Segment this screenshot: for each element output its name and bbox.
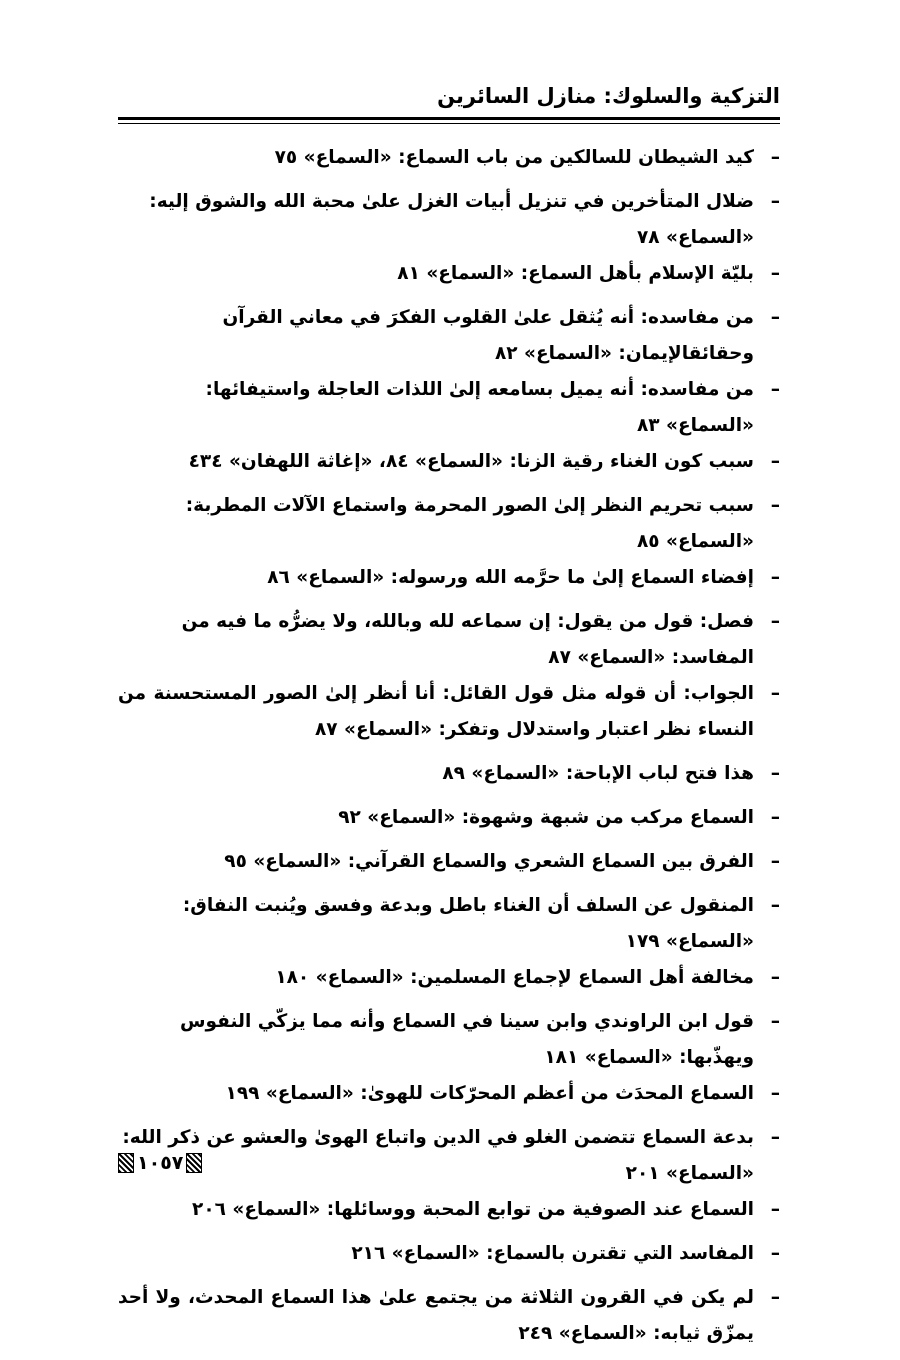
entry-dash: – xyxy=(770,895,780,916)
entry-dash: – xyxy=(770,191,780,212)
entry-dash: – xyxy=(770,1287,780,1308)
entry-text: المنقول عن السلف أن الغناء باطل وبدعة وفسق ويُنبت النفاق: «السماع» ١٧٩ xyxy=(182,895,754,952)
entry-dash: – xyxy=(770,451,780,472)
entry-text: بدعة السماع تتضمن الغلو في الدين واتباع الهوىٰ والعشو عن ذكر الله: «السماع» ٢٠١ xyxy=(122,1127,754,1184)
entry-dash: – xyxy=(770,1199,780,1220)
entry-dash: – xyxy=(770,683,780,704)
index-entry xyxy=(118,1004,780,1076)
entry-text: السماع المحدَث من أعظم المحرّكات للهوىٰ: «السماع» ١٩٩ xyxy=(225,1083,754,1104)
index-entry xyxy=(118,1120,780,1192)
entry-dash: – xyxy=(770,763,780,784)
entry-dash: – xyxy=(770,1243,780,1264)
entry-dash: – xyxy=(770,307,780,328)
entry-text: فصل: قول من يقول: إن سماعه لله وبالله، ولا يضرُّه ما فيه من المفاسد: «السماع» ٨٧ xyxy=(181,611,754,668)
header-rule-thin xyxy=(118,123,780,124)
entry-text: سبب تحريم النظر إلىٰ الصور المحرمة واستماع الآلات المطربة: «السماع» ٨٥ xyxy=(185,495,754,552)
index-entry xyxy=(118,372,780,444)
index-entry xyxy=(118,888,780,960)
entry-text: إفضاء السماع إلىٰ ما حرَّمه الله ورسوله: «السماع» ٨٦ xyxy=(267,567,754,588)
entry-dash: – xyxy=(770,567,780,588)
entry-text: الفرق بين السماع الشعري والسماع القرآني: «السماع» ٩٥ xyxy=(224,851,754,872)
entry-text: كيد الشيطان للسالكين من باب السماع: «السماع» ٧٥ xyxy=(274,147,754,168)
index-entry xyxy=(118,1280,780,1360)
index-entry xyxy=(118,256,780,300)
index-entry xyxy=(118,184,780,256)
page-number: ١٠٥٧ xyxy=(137,1152,184,1174)
index-entry-list xyxy=(118,140,780,1360)
entry-text: مخالفة أهل السماع لإجماع المسلمين: «السماع» ١٨٠ xyxy=(275,967,754,988)
entry-dash: – xyxy=(770,851,780,872)
index-entry xyxy=(118,960,780,1004)
entry-dash: – xyxy=(770,611,780,632)
index-entry xyxy=(118,300,780,372)
index-entry xyxy=(118,800,780,844)
index-entry xyxy=(118,488,780,560)
index-entry xyxy=(118,560,780,604)
entry-text: المفاسد التي تقترن بالسماع: «السماع» ٢١٦ xyxy=(351,1243,754,1264)
index-entry xyxy=(118,444,780,488)
index-entry xyxy=(118,844,780,888)
index-entry xyxy=(118,756,780,800)
entry-text: السماع عند الصوفية من توابع المحبة ووسائلها: «السماع» ٢٠٦ xyxy=(192,1199,754,1220)
entry-text: الجواب: أن قوله مثل قول القائل: أنا أنظر إلىٰ الصور المستحسنة من النساء نظر اعتبار واستدلال وتفكر: «السماع» ٨٧ xyxy=(118,683,754,740)
index-entry xyxy=(118,604,780,676)
entry-dash: – xyxy=(770,1127,780,1148)
entry-text: هذا فتح لباب الإباحة: «السماع» ٨٩ xyxy=(442,763,754,784)
entry-text: سبب كون الغناء رقية الزنا: «السماع» ٨٤، «إغاثة اللهفان» ٤٣٤ xyxy=(188,451,754,472)
index-entry xyxy=(118,140,780,184)
entry-dash: – xyxy=(770,967,780,988)
entry-text: ضلال المتأخرين في تنزيل أبيات الغزل علىٰ محبة الله والشوق إليه: «السماع» ٧٨ xyxy=(149,191,754,248)
entry-dash: – xyxy=(770,807,780,828)
page-number-footer xyxy=(118,1152,202,1174)
ornament-icon xyxy=(118,1153,134,1173)
index-entry xyxy=(118,1076,780,1120)
entry-text: من مفاسده: أنه يُثقل علىٰ القلوب الفكرَ في معاني القرآن وحقائقالإيمان: «السماع» ٨٢ xyxy=(222,307,754,364)
entry-dash: – xyxy=(770,495,780,516)
entry-dash: – xyxy=(770,379,780,400)
entry-dash: – xyxy=(770,1083,780,1104)
entry-text: من مفاسده: أنه يميل بسامعه إلىٰ اللذات العاجلة واستيفائها: «السماع» ٨٣ xyxy=(205,379,754,436)
header-rule-thick xyxy=(118,117,780,120)
entry-text: بليّة الإسلام بأهل السماع: «السماع» ٨١ xyxy=(397,263,754,284)
index-entry xyxy=(118,676,780,756)
entry-text: قول ابن الراوندي وابن سينا في السماع وأنه مما يزكّي النفوس ويهذّبها: «السماع» ١٨١ xyxy=(180,1011,754,1068)
running-header-title: التزكية والسلوك: منازل السائرين xyxy=(437,84,780,108)
entry-text: لم يكن في القرون الثلاثة من يجتمع علىٰ هذا السماع المحدث، ولا أحد يمزّق ثيابه: «السماع» ٢٤٩ xyxy=(118,1287,754,1344)
entry-dash: – xyxy=(770,1011,780,1032)
ornament-icon xyxy=(186,1153,202,1173)
entry-dash: – xyxy=(770,147,780,168)
index-entry xyxy=(118,1192,780,1236)
entry-dash: – xyxy=(770,263,780,284)
index-entry xyxy=(118,1236,780,1280)
entry-text: السماع مركب من شبهة وشهوة: «السماع» ٩٢ xyxy=(338,807,754,828)
